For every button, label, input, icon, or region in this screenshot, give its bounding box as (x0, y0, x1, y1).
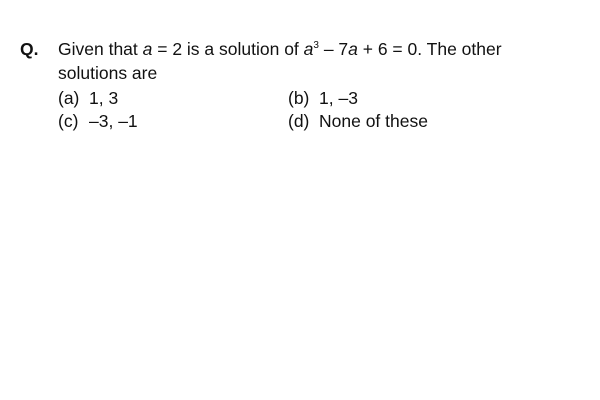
question-text (58, 37, 588, 85)
variable-a: a (348, 39, 358, 59)
variable-a: a (142, 39, 153, 59)
option-label: (d) (288, 111, 310, 131)
option-c[interactable] (58, 109, 138, 133)
option-label: (c) (58, 111, 79, 131)
option-value: –3, –1 (89, 111, 138, 131)
option-value: None of these (319, 111, 428, 131)
question-text-part2: = 2 is a solution of (152, 39, 304, 59)
question-text-line2: solutions are (58, 63, 158, 83)
options-row (58, 109, 588, 132)
option-d[interactable] (288, 109, 428, 133)
question-text-part3: – 7 (318, 39, 349, 59)
option-value: 1, 3 (89, 88, 119, 108)
variable-a: a (303, 39, 314, 59)
question-label: Q. (20, 39, 39, 59)
question-text-part1: Given that (58, 39, 143, 59)
option-label: (b) (288, 88, 310, 108)
option-a[interactable] (58, 86, 118, 110)
option-b[interactable] (288, 86, 358, 110)
option-value: 1, –3 (319, 88, 358, 108)
question-text-part4: + 6 = 0. The other (357, 39, 502, 59)
answer-options (58, 86, 588, 132)
options-row (58, 86, 588, 109)
exponent: 3 (313, 40, 319, 52)
option-label: (a) (58, 88, 80, 108)
